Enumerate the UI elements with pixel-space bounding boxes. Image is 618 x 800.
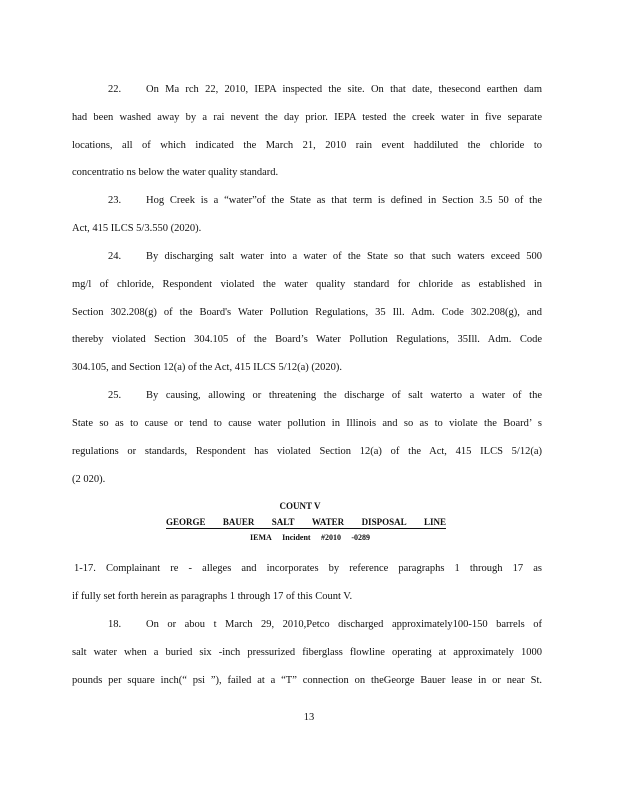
paragraph-1-17-line-2: if fully set forth herein as paragraphs 1 through 17 of this Count V. <box>72 591 353 602</box>
count-heading: COUNT V <box>279 501 321 511</box>
paragraph-23-line-1: 23. Hog Creek is a “water”of the State as that term is defined in Section 3.5 50 of the <box>108 195 542 206</box>
paragraph-24-line-5: 304.105, and Section 12(a) of the Act, 415 ILCS 5/12(a) (2020). <box>72 362 343 373</box>
paragraph-24-line-3: Section 302.208(g) of the Board's Water Pollution Regulations, 35 Ill. Adm. Code 302.208(g), and <box>72 307 542 318</box>
paragraph-18-line-1: 18. On or abou t March 29, 2010,Petco discharged approximately100-150 barrels of <box>108 619 542 630</box>
paragraph-number: 25. <box>108 390 122 401</box>
paragraph-22-line-2: had been washed away by a rai nevent the day prior. IEPA tested the creek water in five separate <box>72 112 542 123</box>
paragraph-number: 23. <box>108 195 122 206</box>
paragraph-25-line-1: 25. By causing, allowing or threatening the discharge of salt waterto a water of the <box>108 390 542 401</box>
paragraph-number: 22. <box>108 84 122 95</box>
count-title-word: SALT <box>271 517 295 527</box>
incident-ref-part: IEMA <box>250 533 272 542</box>
paragraph-25-line-2: State so as to cause or tend to cause water pollution in Illinois and so as to violate the Board’ s <box>72 418 542 429</box>
paragraph-24-line-4: thereby violated Section 304.105 of the Board’s Water Pollution Regulations, 35Ill. Adm. Code <box>72 334 542 345</box>
paragraph-24-line-2: mg/l of chloride, Respondent violated the water quality standard for chloride as established in <box>72 279 542 290</box>
paragraph-22-line-1: 22. On Ma rch 22, 2010, IEPA inspected the site. On that date, thesecond earthen dam <box>108 84 542 95</box>
paragraph-22-line-3: locations, all of which indicated the March 21, 2010 rain event haddiluted the chloride to <box>72 140 542 151</box>
paragraph-18-line-3: pounds per square inch(“ psi ”), failed at a “T” connection on theGeorge Bauer lease in or near St. <box>72 675 542 686</box>
page-number: 13 <box>303 712 315 723</box>
incident-ref-part: -0289 <box>351 533 370 542</box>
incident-ref-part: #2010 <box>320 533 341 542</box>
incident-reference <box>250 533 370 542</box>
paragraph-25-line-4: (2 020). <box>72 474 106 485</box>
count-title-word: WATER <box>311 517 345 527</box>
paragraph-24-line-1: 24. By discharging salt water into a water of the State so that such waters exceed 500 <box>108 251 542 262</box>
count-title-word: DISPOSAL <box>361 517 407 527</box>
paragraph-1-17-line-1: 1-17. Complainant re - alleges and incorporates by reference paragraphs 1 through 17 as <box>74 563 542 574</box>
paragraph-number: 24. <box>108 251 122 262</box>
incident-ref-part: Incident <box>282 533 311 542</box>
count-title-word: BAUER <box>222 517 255 527</box>
paragraph-23-line-2: Act, 415 ILCS 5/3.550 (2020). <box>72 223 202 234</box>
count-title-word: LINE <box>423 517 446 527</box>
paragraph-18-line-2: salt water when a buried six -inch pressurized fiberglass flowline operating at approximately 1000 <box>72 647 542 658</box>
count-title <box>166 517 446 529</box>
paragraph-25-line-3: regulations or standards, Respondent has violated Section 12(a) of the Act, 415 ILCS 5/12(a) <box>72 446 542 457</box>
paragraph-number: 18. <box>108 619 122 630</box>
count-title-word: GEORGE <box>166 517 206 527</box>
paragraph-22-line-4: concentratio ns below the water quality standard. <box>72 167 279 178</box>
